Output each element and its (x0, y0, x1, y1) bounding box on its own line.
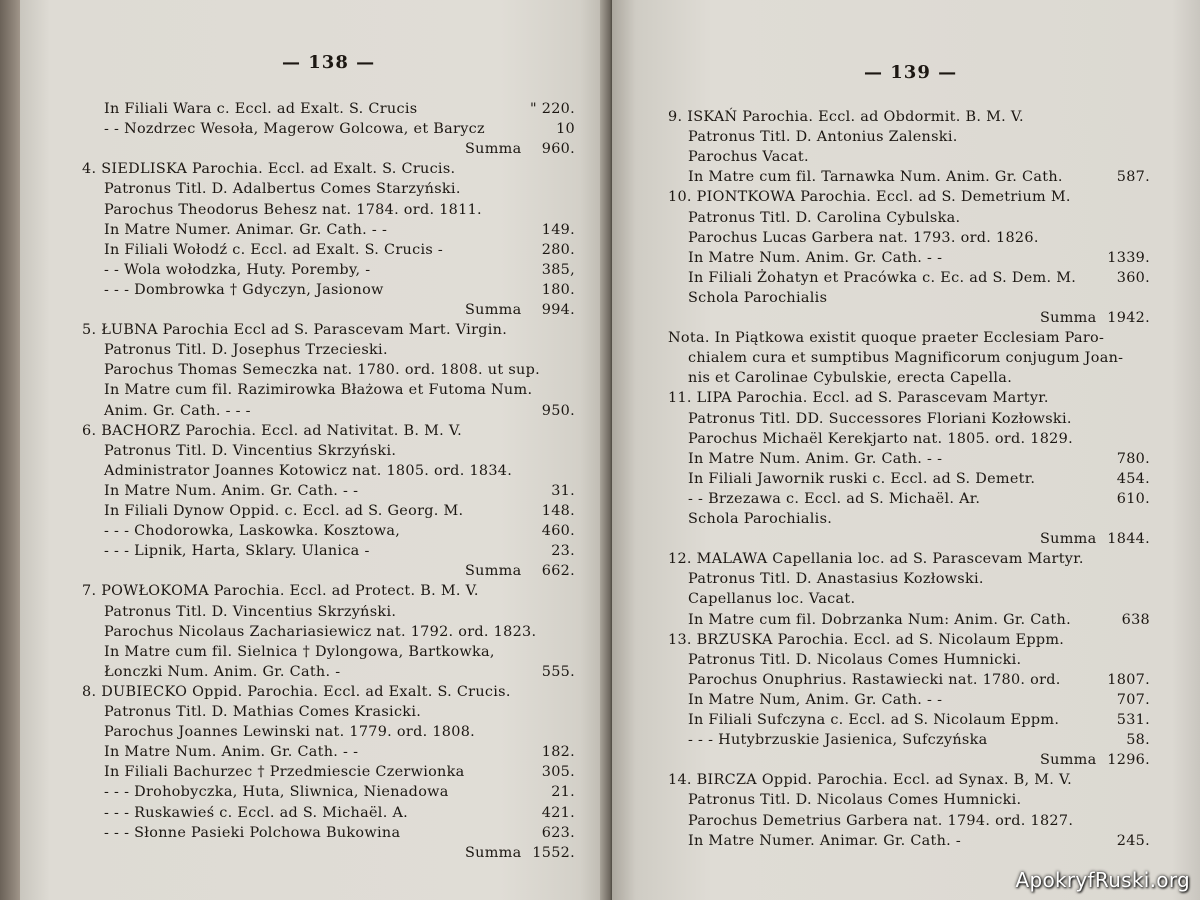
line-text: Nota. In Piątkowa existit quoque praeter Ecclesiam Paro- (668, 330, 1105, 347)
text-line (104, 522, 575, 540)
text-line (104, 723, 575, 741)
line-text: Parochus Theodorus Behesz nat. 1784. ord. 1811. (104, 201, 482, 218)
text-line (688, 671, 1150, 689)
line-text: In Filiali Jawornik ruski c. Eccl. ad S. Demetr. (688, 470, 1036, 487)
line-text: Parochus Vacat. (688, 149, 809, 166)
line-text: Patronus Titl. D. Josephus Trzecieski. (104, 342, 388, 359)
text-line (668, 631, 1150, 649)
line-text: In Filiali Żohatyn et Pracówka c. Ec. ad S. Dem. M. (688, 269, 1077, 286)
text-line (688, 590, 1150, 608)
text-line (688, 349, 1150, 367)
line-text: Patronus Titl. D. Mathias Comes Krasicki. (104, 704, 422, 720)
line-text: - - - Słonne Pasieki Polchowa Bukowina (104, 824, 401, 841)
text-line (104, 804, 575, 822)
line-text: In Matre Numer. Animar. Gr. Cath. - (688, 832, 962, 849)
text-line (82, 321, 575, 339)
line-text: In Matre Num, Anim. Gr. Cath. - - (688, 691, 943, 708)
line-number-value: 149. (541, 221, 575, 238)
text-line (104, 643, 575, 661)
line-number-value: 280. (541, 241, 575, 258)
line-text: Schola Parochialis (688, 289, 828, 306)
text-line (104, 462, 575, 480)
text-line (104, 442, 575, 460)
line-text: Anim. Gr. Cath. - - - (104, 402, 251, 419)
line-number-value: 182. (541, 744, 575, 761)
text-line (82, 422, 575, 440)
line-text: 10. PIONTKOWA Parochia. Eccl. ad S. Demetrium M. (668, 189, 1071, 206)
line-number-value: 23. (551, 543, 575, 560)
text-line (104, 180, 575, 198)
line-text: Summa (465, 844, 522, 861)
line-number-value: 960. (541, 141, 575, 158)
line-text: - - Nozdrzec Wesoła, Magerow Golcowa, et Barycz (104, 121, 485, 138)
text-line (688, 148, 1150, 166)
text-line (688, 229, 1150, 247)
line-text: Parochus Michaël Kerekjarto nat. 1805. ord. 1829. (688, 430, 1073, 447)
line-text: - - Brzezawa c. Eccl. ad S. Michaël. Ar. (688, 490, 981, 507)
text-line (104, 542, 575, 560)
line-text: In Filiali Sufczyna c. Eccl. ad S. Nicolaum Eppm. (688, 712, 1060, 728)
text-line (1040, 751, 1150, 769)
line-number-value: " 220. (529, 101, 575, 117)
text-line (104, 824, 575, 842)
text-line (104, 623, 575, 641)
line-number-value: 1339. (1107, 249, 1150, 266)
text-line (688, 470, 1150, 488)
line-text: Summa (465, 302, 522, 318)
line-number-value: 460. (541, 523, 575, 540)
text-line (104, 381, 575, 399)
text-line (668, 108, 1150, 126)
line-number-value: 421. (541, 804, 575, 821)
line-text: - - Wola wołodzka, Huty. Poremby, - (104, 261, 371, 278)
line-number-value: 10 (556, 121, 575, 138)
text-line (82, 160, 575, 178)
text-line (104, 120, 575, 138)
line-text: 14. BIRCZA Oppid. Parochia. Eccl. ad Synax. B, M. V. (668, 772, 1073, 789)
text-line (688, 651, 1150, 669)
text-line (688, 209, 1150, 227)
line-number-value: 148. (541, 503, 575, 519)
line-text: Patronus Titl. D. Nicolaus Comes Humnicki. (688, 651, 1022, 668)
text-line (688, 832, 1150, 850)
line-text: - - - Lipnik, Harta, Sklary. Ulanica - (104, 543, 370, 560)
line-number-value: 638 (1121, 611, 1150, 628)
line-text: 8. DUBIECKO Oppid. Parochia. Eccl. ad Exalt. S. Crucis. (82, 683, 511, 700)
text-line (688, 691, 1150, 709)
text-line (465, 844, 575, 862)
line-number-value: 58. (1126, 732, 1150, 749)
text-line (688, 269, 1150, 287)
line-number-value: 623. (541, 824, 575, 841)
text-line (688, 369, 1150, 387)
line-text: In Matre Num. Anim. Gr. Cath. - - (104, 482, 359, 499)
line-number-value: 180. (541, 281, 575, 298)
line-text: - - - Hutybrzuskie Jasienica, Sufczyńska (688, 732, 988, 749)
text-line (104, 261, 575, 279)
line-number-value: 662. (541, 563, 575, 580)
line-text: In Filiali Dynow Oppid. c. Eccl. ad S. Georg. M. (104, 503, 464, 519)
text-line (688, 430, 1150, 448)
line-text: Administrator Joannes Kotowicz nat. 1805. ord. 1834. (104, 462, 513, 479)
text-line (104, 603, 575, 621)
line-number-value: 587. (1116, 169, 1150, 186)
line-text: Summa (1040, 752, 1097, 769)
line-number-value: 1807. (1107, 671, 1150, 688)
line-text: nis et Carolinae Cybulskie, erecta Capella. (688, 370, 1013, 387)
line-text: 11. LIPA Parochia. Eccl. ad S. Parascevam Martyr. (668, 390, 1049, 407)
line-text: In Matre cum fil. Razimirowka Błażowa et Futoma Num. (104, 382, 533, 399)
line-text: Patronus Titl. D. Antonius Zalenski. (688, 129, 958, 146)
text-line (688, 570, 1150, 588)
line-number-value: 1552. (532, 844, 575, 861)
text-line (688, 168, 1150, 186)
text-line (1040, 309, 1150, 327)
text-line (104, 482, 575, 500)
text-line (668, 188, 1150, 206)
text-line (688, 289, 1150, 307)
line-text: Parochus Joannes Lewinski nat. 1779. ord. 1808. (104, 724, 476, 741)
line-number-value: 950. (541, 402, 575, 419)
line-number-value: 305. (541, 764, 575, 781)
text-line (104, 402, 575, 420)
line-text: Schola Parochialis. (688, 511, 833, 527)
line-text: In Filiali Wara c. Eccl. ad Exalt. S. Crucis (104, 101, 418, 117)
text-line (688, 812, 1150, 830)
line-number-value: 245. (1116, 832, 1150, 849)
line-text: In Filiali Wołodź c. Eccl. ad Exalt. S. Crucis - (104, 241, 444, 258)
line-text: Patronus Titl. D. Vincentius Skrzyński. (104, 603, 397, 620)
line-text: Patronus Titl. D. Nicolaus Comes Humnicki. (688, 792, 1022, 809)
line-text: In Matre Numer. Animar. Gr. Cath. - - (104, 221, 388, 238)
text-line (104, 703, 575, 721)
line-number-value: 1844. (1107, 531, 1150, 548)
line-text: 13. BRZUSKA Parochia. Eccl. ad S. Nicolaum Eppm. (668, 631, 1065, 648)
line-number-value: 385, (541, 261, 575, 278)
line-text: Summa (465, 141, 522, 158)
text-line (104, 502, 575, 520)
line-text: 4. SIEDLISKA Parochia. Eccl. ad Exalt. S. Crucis. (82, 161, 456, 178)
line-text: Capellanus loc. Vacat. (688, 591, 856, 608)
line-text: Parochus Onuphrius. Rastawiecki nat. 1780. ord. (688, 671, 1061, 688)
line-text: Summa (1040, 531, 1097, 548)
left-page-number: — 138 — (282, 52, 376, 73)
text-line (688, 490, 1150, 508)
left-page (20, 0, 608, 900)
line-text: In Matre Num. Anim. Gr. Cath. - - (688, 450, 943, 467)
text-line (668, 771, 1150, 789)
line-number-value: 707. (1116, 691, 1150, 708)
right-page-number: — 139 — (864, 62, 958, 83)
line-text: chialem cura et sumptibus Magnificorum conjugum Joan- (688, 350, 1124, 367)
line-text: Parochus Nicolaus Zachariasiewicz nat. 1792. ord. 1823. (104, 623, 537, 640)
line-text: Patronus Titl. DD. Successores Floriani Kozłowski. (688, 410, 1072, 427)
text-line (465, 562, 575, 580)
line-number-value: 360. (1116, 269, 1150, 286)
text-line (104, 221, 575, 239)
text-line (104, 783, 575, 801)
line-text: - - - Chodorowka, Laskowka. Kosztowa, (104, 523, 401, 540)
line-text: In Matre Num. Anim. Gr. Cath. - - (104, 744, 359, 761)
line-text: Summa (1040, 310, 1097, 326)
text-line (688, 249, 1150, 267)
line-text: Parochus Demetrius Garbera nat. 1794. ord. 1827. (688, 812, 1074, 829)
line-text: - - - Drohobyczka, Huta, Sliwnica, Nienadowa (104, 784, 449, 801)
line-text: In Matre cum fil. Dobrzanka Num: Anim. Gr. Cath. (688, 611, 1071, 628)
text-line (1040, 530, 1150, 548)
line-number-value: 555. (541, 663, 575, 680)
text-line (465, 301, 575, 319)
line-text: Patronus Titl. D. Vincentius Skrzyński. (104, 442, 397, 459)
text-line (104, 341, 575, 359)
text-line (688, 711, 1150, 729)
text-line (688, 450, 1150, 468)
text-line (688, 128, 1150, 146)
text-line (668, 329, 1150, 347)
text-line (688, 510, 1150, 528)
line-number-value: 1942. (1107, 310, 1150, 326)
line-text: Summa (465, 563, 522, 580)
text-line (688, 791, 1150, 809)
text-line (688, 731, 1150, 749)
line-number-value: 31. (551, 482, 575, 499)
text-line (104, 241, 575, 259)
right-page (612, 0, 1200, 900)
line-number-value: 531. (1116, 712, 1150, 728)
text-line (104, 763, 575, 781)
text-line (688, 611, 1150, 629)
text-line (104, 743, 575, 761)
text-line (82, 582, 575, 600)
text-line (104, 201, 575, 219)
text-line (668, 389, 1150, 407)
text-line (668, 550, 1150, 568)
text-line (104, 281, 575, 299)
text-line (104, 361, 575, 379)
line-number-value: 21. (551, 784, 575, 801)
watermark-text: ApokryfRuski.org (1015, 868, 1190, 892)
line-text: In Filiali Bachurzec † Przedmiescie Czerwionka (104, 764, 465, 781)
line-text: 6. BACHORZ Parochia. Eccl. ad Nativitat. B. M. V. (82, 422, 462, 439)
line-text: In Matre Num. Anim. Gr. Cath. - - (688, 249, 943, 266)
text-line (688, 410, 1150, 428)
text-line (82, 683, 575, 701)
line-text: - - - Dombrowka † Gdyczyn, Jasionow (104, 281, 384, 298)
line-number-value: 1296. (1107, 752, 1150, 769)
text-line (465, 140, 575, 158)
line-number-value: 454. (1116, 470, 1150, 487)
text-line (104, 100, 575, 118)
line-text: 5. ŁUBNA Parochia Eccl ad S. Parascevam Mart. Virgin. (82, 322, 508, 339)
line-text: Patronus Titl. D. Carolina Cybulska. (688, 209, 961, 226)
line-text: Łonczki Num. Anim. Gr. Cath. - (104, 663, 341, 680)
line-number-value: 994. (541, 302, 575, 318)
line-text: In Matre cum fil. Sielnica † Dylongowa, Bartkowka, (104, 643, 495, 660)
line-text: - - - Ruskawieś c. Eccl. ad S. Michaël. A. (104, 804, 409, 821)
line-text: Patronus Titl. D. Adalbertus Comes Starzyński. (104, 181, 461, 198)
line-text: Parochus Thomas Semeczka nat. 1780. ord. 1808. ut sup. (104, 362, 540, 379)
line-number-value: 780. (1116, 450, 1150, 467)
line-text: 9. ISKAŃ Parochia. Eccl. ad Obdormit. B. M. V. (668, 109, 1024, 125)
text-line (104, 663, 575, 681)
line-text: In Matre cum fil. Tarnawka Num. Anim. Gr. Cath. (688, 169, 1063, 186)
line-text: 12. MALAWA Capellania loc. ad S. Parascevam Martyr. (668, 551, 1084, 568)
line-text: 7. POWŁOKOMA Parochia. Eccl. ad Protect. B. M. V. (82, 583, 479, 600)
line-text: Parochus Lucas Garbera nat. 1793. ord. 1826. (688, 229, 1039, 246)
line-text: Patronus Titl. D. Anastasius Kozłowski. (688, 571, 984, 588)
line-number-value: 610. (1116, 490, 1150, 507)
